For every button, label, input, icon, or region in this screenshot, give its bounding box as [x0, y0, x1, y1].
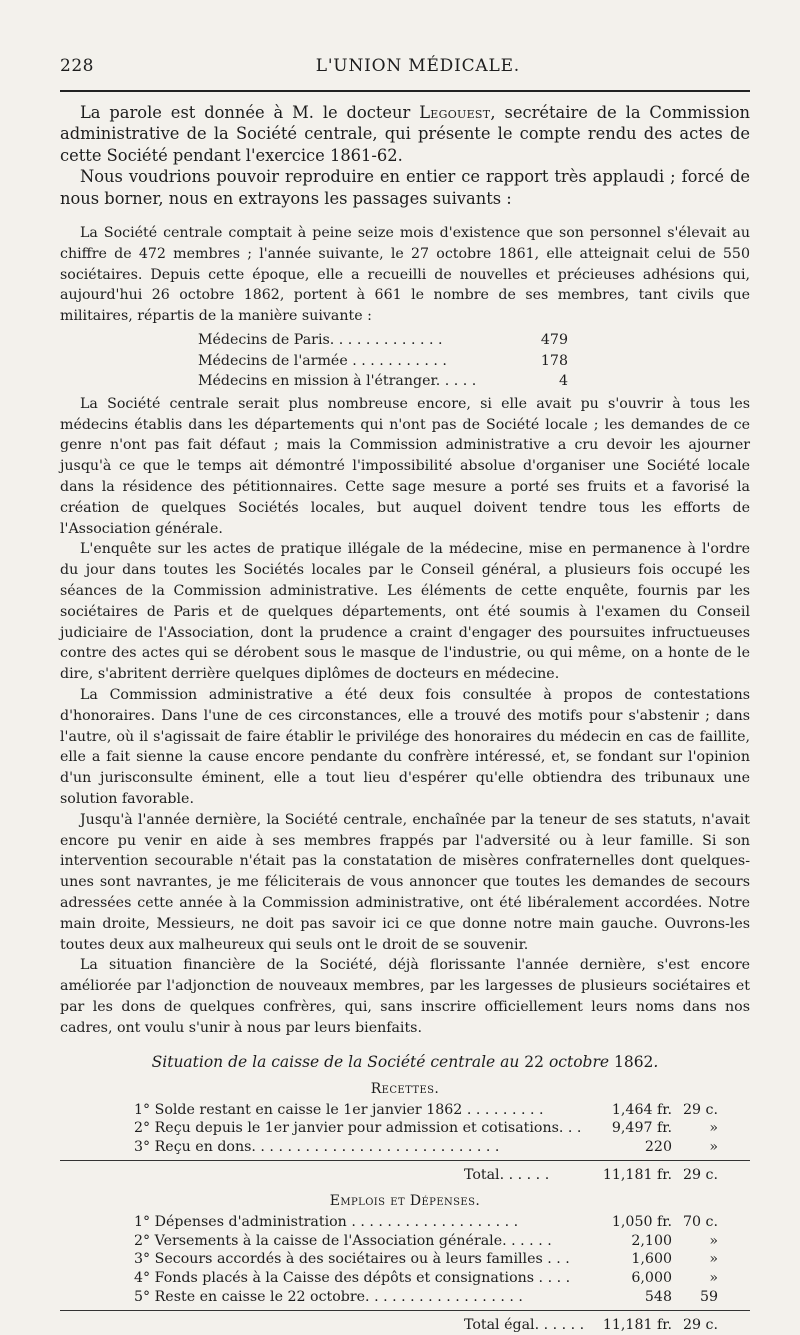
page-number: 228: [60, 56, 94, 76]
ledger-row: 4° Fonds placés à la Caisse des dépôts et consignations . . . . 6,000 »: [134, 1270, 718, 1287]
ledger-row: 5° Reste en caisse le 22 octobre. . . . . . . . . . . . . . . . . . 548 59: [134, 1288, 718, 1305]
members-breakdown: [60, 330, 750, 392]
report-paragraph-4: La Commission administrative a été deux fois consultée à propos de contestations d'honoraires. Dans l'une de ces circonstances, elle a trouvé des motifs pour s'abstenir ; dans l'autre, où il s'agissait de faire établir le privilége des honoraires du médecin en cas de faillite, elle a fait sienne la cause encore pendante du confrère intéressé, et, se fondant sur l'opinion d'un jurisconsulte éminent, elle a tout lieu d'espérer qu'elle obtiendra des tribunaux une solution favorable.: [60, 686, 750, 807]
report-paragraph-3: L'enquête sur les actes de pratique illégale de la médecine, mise en permanence à l'ordre du jour dans toutes les Sociétés locales par le Conseil général, a plusieurs fois occupé les séances de la Commission administrative. Les éléments de cette enquête, fournis par les sociétaires de Paris et de quelques départements, ont été soumis à l'examen du Conseil judiciaire de l'Association, dont la prudence a craint d'engager des poursuites infructueuses contre des actes qui se dérobent sous le masque de l'industrie, ou qui même, on a honte de le dire, s'abritent derrière quelques diplômes de docteurs en médecine.: [60, 541, 750, 683]
running-header: [60, 56, 750, 92]
speaker-name: Legouest: [419, 103, 491, 122]
report-paragraph-5: Jusqu'à l'année dernière, la Société centrale, enchaînée par la teneur de ses statuts, n'avait encore pu venir en aide à ses membres frappés par l'adversité ou à leur famille. Si son intervention secourable n'était pas la constatation de misères confraternelles dont quelques-unes sont navrantes, je me féliciterais de vous annoncer que toutes les demandes de secours adressées cette année à la Commission administrative, ont été libéralement accordées. Notre main droite, Messieurs, ne doit pas savoir ici ce que donne notre main gauche. Ouvrons-les toutes deux aux malheureux qui seuls ont le droit de se souvenir.: [60, 811, 750, 953]
report-paragraph-2: La Société centrale serait plus nombreuse encore, si elle avait pu s'ouvrir à tous les médecins établis dans les départements qui n'ont pas de Société locale ; les demandes de ce genre n'ont pas fait défaut ; mais la Commission administrative a cru devoir les ajourner jusqu'à ce que le temps ait démontré l'impossibilité absolue d'organiser une Société locale dans la résidence des pétitionnaires. Cette sage mesure a porté ses fruits et a favorisé la création de quelques Sociétés locales, but auquel doivent tendre tous les efforts de l'Association générale.: [60, 395, 750, 537]
total-amount: 11,181 fr.: [602, 1317, 672, 1334]
ledger-row: 3° Reçu en dons. . . . . . . . . . . . . . . . . . . . . . . . . . . . 220 »: [134, 1138, 718, 1155]
ledger-row: 1° Dépenses d'administration . . . . . . . . . . . . . . . . . . . 1,050 fr. 70 c.: [134, 1214, 718, 1231]
total-label: Total. . . . . .: [464, 1167, 550, 1184]
member-row: Médecins en mission à l'étranger. . . . . 4: [198, 373, 568, 390]
total-cents: 29 c.: [682, 1317, 718, 1334]
report-paragraph-6: La situation financière de la Société, déjà florissante l'année dernière, s'est encore améliorée par l'adjonction de nouveaux membres, par les largesses de plusieurs sociétaires et par les dons de quelques confrères, qui, sans inscrire officiellement leurs noms dans nos cadres, ont voulu s'unir à nous par leurs bienfaits.: [60, 957, 750, 1036]
intro-paragraph-2: Nous voudrions pouvoir reproduire en entier ce rapport très applaudi ; forcé de nous borner, nous en extrayons les passages suivants :: [60, 167, 750, 208]
receipts-table: [60, 1101, 750, 1186]
member-row: Médecins de Paris. . . . . . . . . . . . . 479: [198, 332, 568, 349]
total-amount: 11,181 fr.: [602, 1167, 672, 1184]
total-cents: 29 c.: [682, 1167, 718, 1184]
journal-title: L'UNION MÉDICALE.: [315, 56, 520, 76]
intro-paragraph-1: La parole est donnée à M. le docteur Legouest, secrétaire de la Commission administrative de la Société centrale, qui présente le compte rendu des actes de cette Société pendant l'exercice 1861-62.: [60, 103, 750, 165]
member-row: Médecins de l'armée . . . . . . . . . . . 178: [198, 352, 568, 369]
ledger-row: 2° Reçu depuis le 1er janvier pour admission et cotisations. . . 9,497 fr. »: [134, 1120, 718, 1137]
total-label: Total égal. . . . . .: [464, 1317, 585, 1334]
ledger-row: 1° Solde restant en caisse le 1er janvier 1862 . . . . . . . . . 1,464 fr. 29 c.: [134, 1101, 718, 1118]
ledger-row: 3° Secours accordés à des sociétaires ou à leurs familles . . . 1,600 »: [134, 1251, 718, 1268]
receipts-total-row: [60, 1160, 750, 1185]
expenses-heading: Emplois et Dépenses.: [329, 1193, 481, 1210]
expenses-table: [60, 1213, 750, 1335]
receipts-heading: Recettes.: [370, 1080, 440, 1097]
report-paragraph-1: La Société centrale comptait à peine seize mois d'existence que son personnel s'élevait au chiffre de 472 membres ; l'année suivante, le 27 octobre 1861, elle atteignait celui de 550 sociétaires. Depuis cette époque, elle a recueilli de nouvelles et précieuses adhésions qui, aujourd'hui 26 octobre 1862, portent à 661 le nombre de ses membres, tant civils que militaires, répartis de la manière suivante :: [60, 225, 750, 325]
accounts-caption: Situation de la caisse de la Société centrale au 22 octobre 1862.: [151, 1052, 659, 1071]
ledger-row: 2° Versements à la caisse de l'Association générale. . . . . . 2,100 »: [134, 1232, 718, 1249]
